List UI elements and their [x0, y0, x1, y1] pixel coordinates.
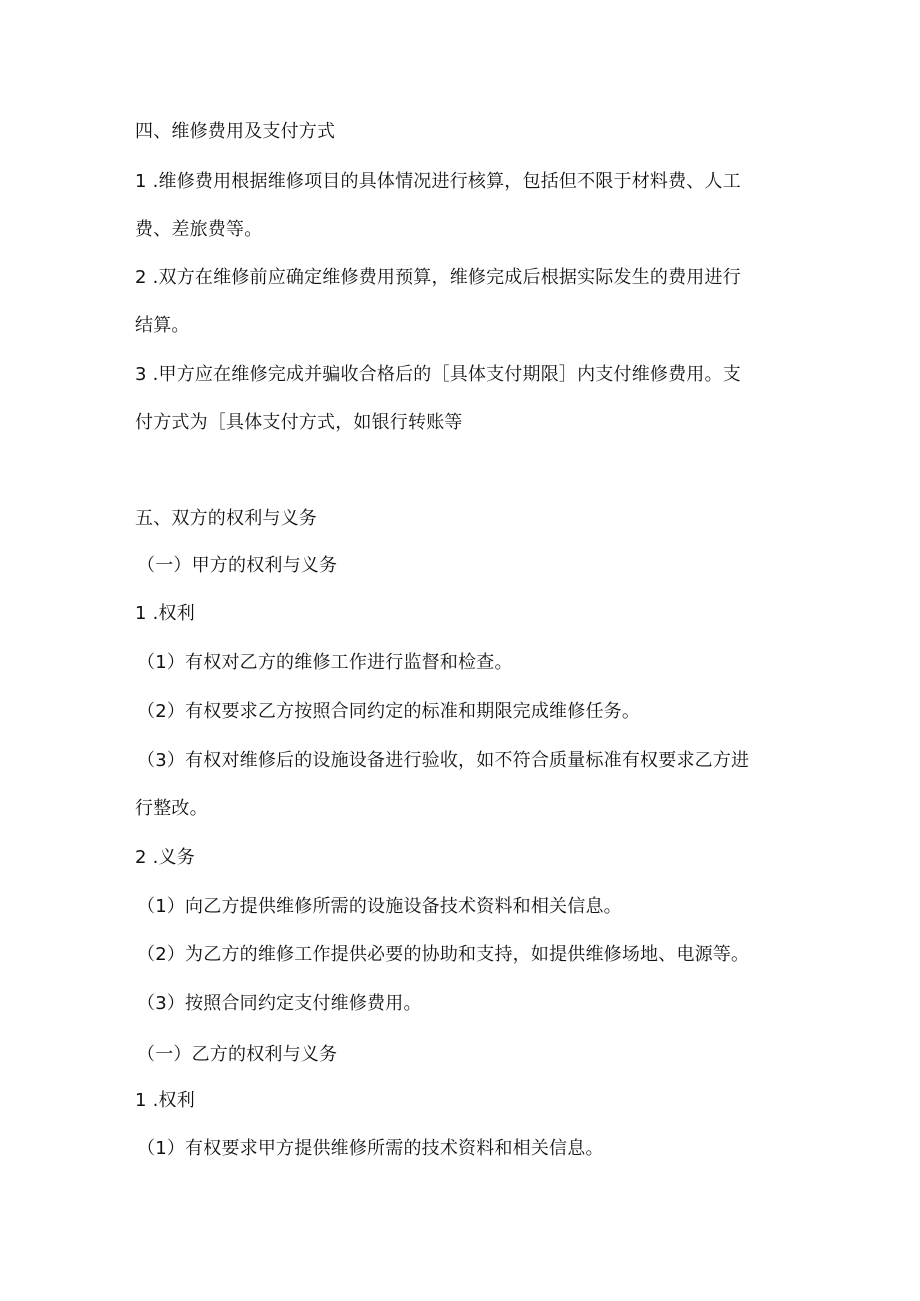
party-b-rights-title: 1 .权利 — [135, 1090, 195, 1111]
party-a-obligation-1: （1）向乙方提供维修所需的设施设备技术资料和相关信息。 — [137, 896, 622, 917]
party-a-right-3-line-1: （3）有权对维修后的设施设备进行验收，如不符合质量标准有权要求乙方进 — [137, 750, 750, 771]
party-b-title: （一）乙方的权利与义务 — [137, 1044, 338, 1065]
section-five-title: 五、双方的权利与义务 — [135, 508, 317, 529]
section-four-item-3-line-2: 付方式为［具体支付方式，如银行转账等 — [135, 412, 463, 433]
section-four-item-1-line-1: 1 .维修费用根据维修项目的具体情况进行核算，包括但不限于材料费、人工 — [135, 171, 741, 192]
section-four-title: 四、维修费用及支付方式 — [135, 121, 336, 142]
section-four-item-3-line-1: 3 .甲方应在维修完成并骗收合格后的［具体支付期限］内支付维修费用。支 — [135, 364, 741, 385]
party-a-obligation-3: （3）按照合同约定支付维修费用。 — [137, 993, 422, 1014]
party-a-title: （一）甲方的权利与义务 — [137, 555, 338, 576]
party-a-right-3-line-2: 行整改。 — [135, 798, 208, 819]
party-a-obligations-title: 2 .义务 — [135, 847, 195, 868]
section-four-item-2-line-2: 结算。 — [135, 315, 190, 336]
section-four-item-2-line-1: 2 .双方在维修前应确定维修费用预算，维修完成后根据实际发生的费用进行 — [135, 267, 741, 288]
party-a-right-2: （2）有权要求乙方按照合同约定的标准和期限完成维修任务。 — [137, 701, 641, 722]
party-b-right-1: （1）有权要求甲方提供维修所需的技术资料和相关信息。 — [137, 1138, 604, 1159]
party-a-rights-title: 1 .权利 — [135, 603, 195, 624]
party-a-right-1: （1）有权对乙方的维修工作进行监督和检查。 — [137, 652, 513, 673]
party-a-obligation-2: （2）为乙方的维修工作提供必要的协助和支持，如提供维修场地、电源等。 — [137, 944, 750, 965]
section-four-item-1-line-2: 费、差旅费等。 — [135, 219, 263, 240]
